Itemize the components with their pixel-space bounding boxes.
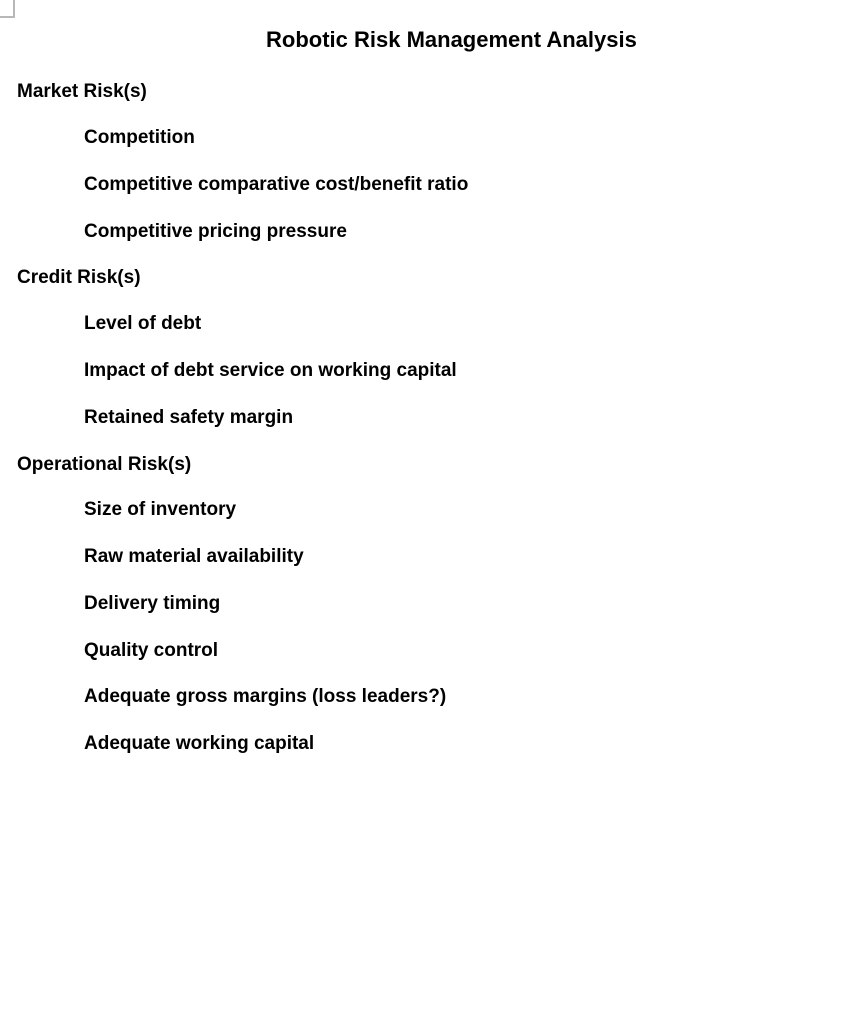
risk-item-cost-benefit-ratio: Competitive comparative cost/benefit ratio (84, 174, 469, 195)
risk-item-delivery-timing: Delivery timing (84, 593, 221, 614)
page-corner-mark (0, 0, 15, 18)
risk-item-level-of-debt: Level of debt (84, 313, 202, 334)
risk-item-pricing-pressure: Competitive pricing pressure (84, 221, 347, 242)
risk-item-debt-service-impact: Impact of debt service on working capital (84, 360, 457, 381)
page-title: Robotic Risk Management Analysis (266, 27, 637, 52)
risk-item-working-capital: Adequate working capital (84, 733, 315, 754)
risk-item-safety-margin: Retained safety margin (84, 407, 294, 428)
section-heading-operational-risk: Operational Risk(s) (17, 454, 192, 475)
risk-item-inventory-size: Size of inventory (84, 499, 237, 520)
risk-item-quality-control: Quality control (84, 640, 219, 661)
risk-item-gross-margins: Adequate gross margins (loss leaders?) (84, 686, 447, 707)
risk-item-competition: Competition (84, 127, 195, 148)
risk-item-raw-material: Raw material availability (84, 546, 304, 567)
section-heading-market-risk: Market Risk(s) (17, 81, 147, 102)
section-heading-credit-risk: Credit Risk(s) (17, 267, 141, 288)
